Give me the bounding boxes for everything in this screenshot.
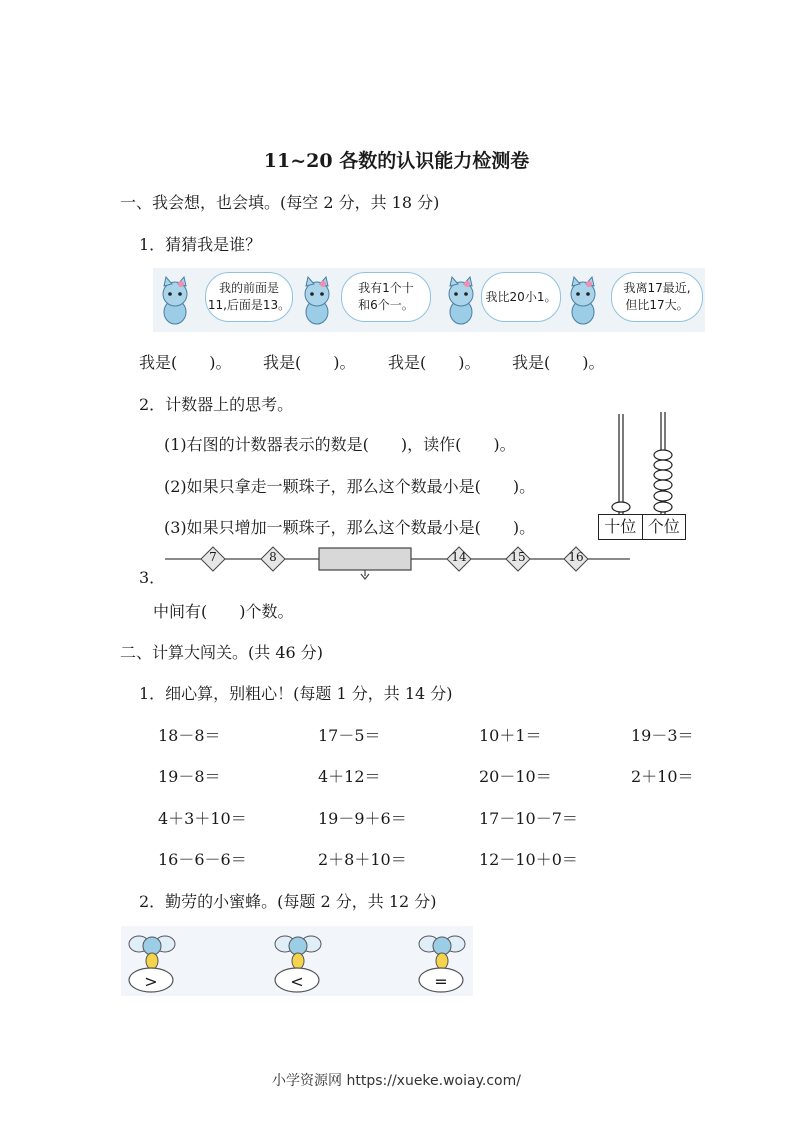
calc-item: 4＋3＋10＝	[158, 809, 247, 828]
calc-label: 1．细心算，别粗心！(每题 1 分，共 14 分)	[139, 684, 453, 703]
bee-1	[121, 928, 185, 994]
calc-item: 20－10＝	[479, 767, 552, 786]
ones-beads	[654, 450, 672, 512]
number-15: 15	[510, 550, 526, 564]
calc-item: 10＋1＝	[479, 726, 542, 745]
number-8: 8	[269, 550, 277, 564]
bubble-2-line2: 和6个一。	[358, 298, 414, 312]
calc-item: 16－6－6＝	[158, 850, 247, 869]
q2-item-3: (3)如果只增加一颗珠子，那么这个数最小是( )。	[164, 518, 536, 537]
q3-label: 3．	[139, 568, 166, 587]
calc-item: 19－8＝	[158, 767, 221, 786]
calc-item: 12－10＋0＝	[479, 850, 578, 869]
answer-3: 我是( )。	[388, 353, 481, 372]
bubble-3	[481, 272, 561, 322]
cat-icon	[443, 276, 479, 326]
bubble-3-line1: 我比20小1。	[485, 289, 557, 304]
tens-beads	[612, 502, 630, 512]
bee-3	[411, 928, 475, 994]
q3-text: 中间有( )个数。	[153, 602, 294, 621]
calc-item: 18－8＝	[158, 726, 221, 745]
number-7: 7	[209, 550, 217, 564]
bubble-4-line1: 我离17最近,	[623, 281, 691, 295]
calc-item: 2＋10＝	[631, 767, 694, 786]
calc-item: 17－10－7＝	[479, 809, 578, 828]
cat-icon	[565, 276, 601, 326]
sign-greater: >	[144, 972, 158, 991]
cat-icon	[299, 276, 335, 326]
sign-equal: =	[434, 972, 448, 991]
cat-icon	[157, 276, 193, 326]
hidden-numbers-box	[319, 548, 411, 570]
bee-2	[267, 928, 331, 994]
section2-heading: 二、计算大闯关。(共 46 分)	[120, 643, 324, 662]
cat-riddle-strip	[153, 268, 705, 332]
sign-less: <	[290, 972, 304, 991]
number-line-axis	[165, 542, 630, 582]
calc-item: 17－5＝	[318, 726, 381, 745]
calc-item: 19－3＝	[631, 726, 694, 745]
q2-item-2: (2)如果只拿走一颗珠子，那么这个数最小是( )。	[164, 477, 536, 496]
q1-label: 1．猜猜我是谁？	[139, 235, 262, 254]
bubble-1-line2: 11,后面是13。	[207, 298, 291, 312]
ones-label: 个位	[647, 517, 680, 536]
bubble-2	[341, 272, 431, 322]
answer-1: 我是( )。	[139, 353, 232, 372]
footer-url: 小学资源网 https://xueke.woiay.com/	[272, 1073, 521, 1089]
q2-label: 2．计数器上的思考。	[139, 395, 294, 414]
number-16: 16	[568, 550, 584, 564]
calc-item: 4＋12＝	[318, 767, 381, 786]
q2-item-1: (1)右图的计数器表示的数是( )，读作( )。	[164, 435, 516, 454]
number-14: 14	[451, 550, 467, 564]
answer-4: 我是( )。	[512, 353, 605, 372]
number-line	[165, 542, 630, 582]
abacus-rods	[596, 410, 690, 514]
section1-heading: 一、我会想，也会填。(每空 2 分，共 18 分)	[120, 193, 440, 212]
bubble-4	[611, 272, 703, 322]
calc-item: 2＋8＋10＝	[318, 850, 407, 869]
answer-2: 我是( )。	[263, 353, 356, 372]
bee-label: 2．勤劳的小蜜蜂。(每题 2 分，共 12 分)	[139, 892, 437, 911]
bubble-4-line2: 但比17大。	[625, 298, 689, 312]
bubble-1-line1: 我的前面是	[218, 281, 279, 295]
tens-label: 十位	[599, 515, 643, 539]
abacus-labels	[598, 514, 686, 540]
arrow-down-icon	[361, 570, 369, 579]
page-title: 11~20 各数的认识能力检测卷	[263, 150, 530, 172]
calc-item: 19－9＋6＝	[318, 809, 407, 828]
bubble-1	[205, 272, 293, 322]
bubble-2-line1: 我有1个十	[358, 281, 414, 295]
bee-strip	[121, 926, 473, 996]
abacus	[596, 410, 690, 542]
